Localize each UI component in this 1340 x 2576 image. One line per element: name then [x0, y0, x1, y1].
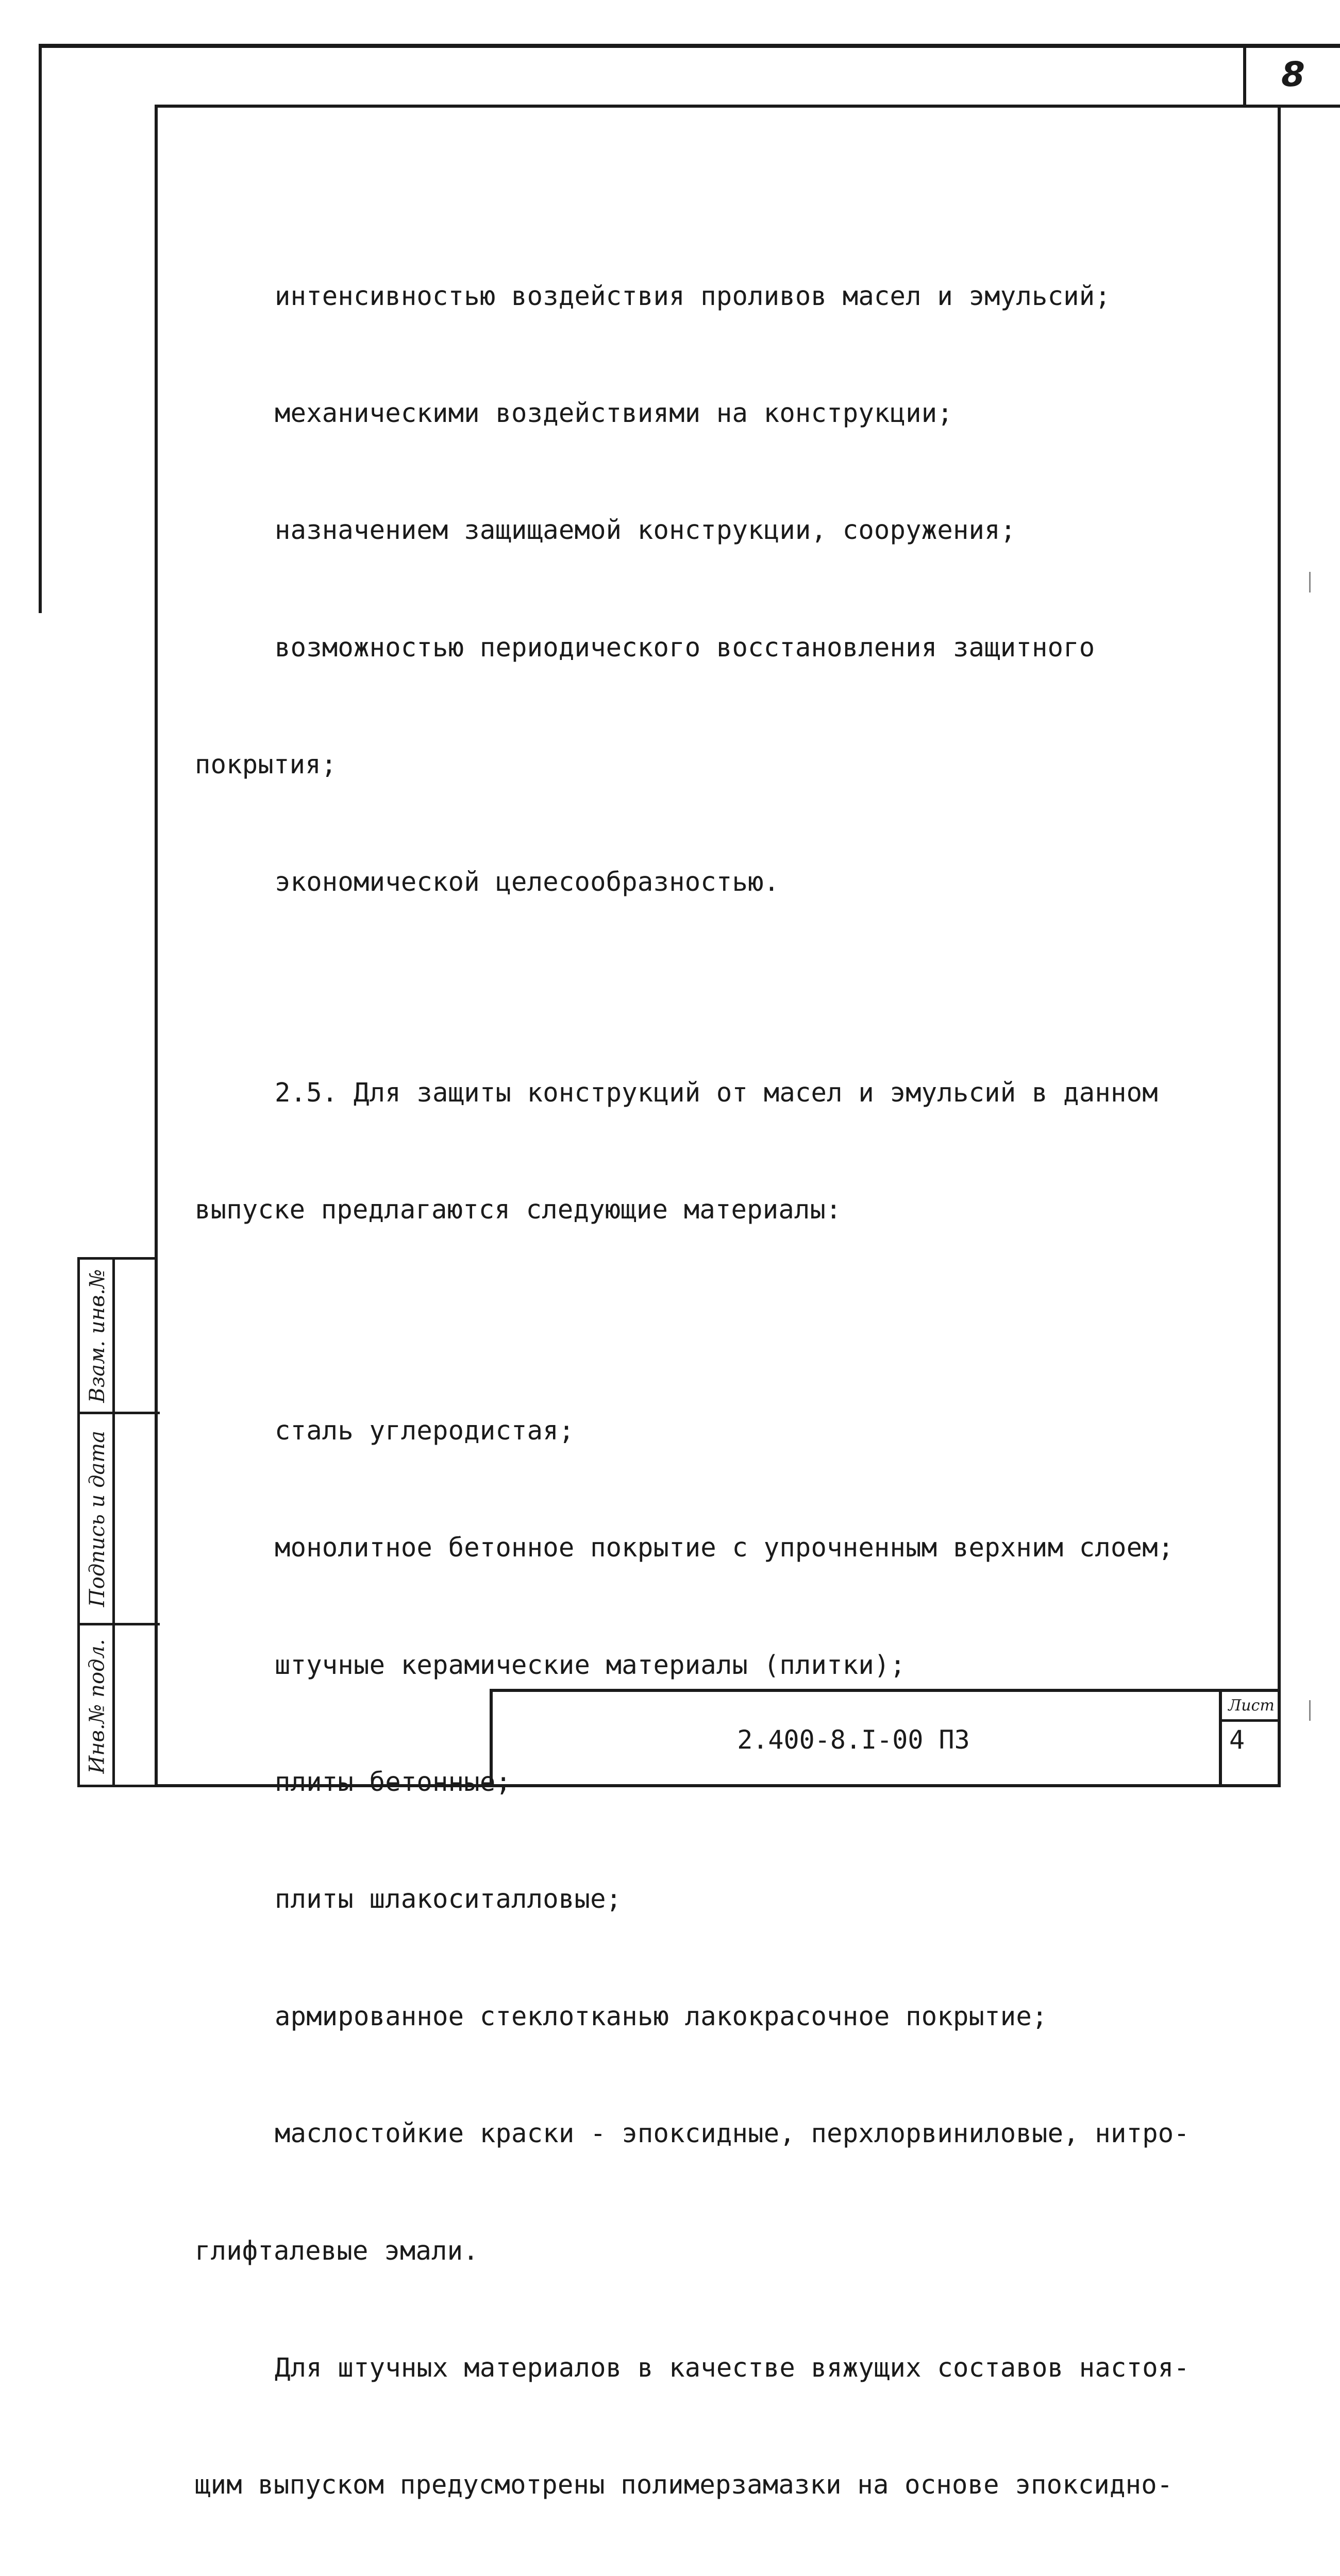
sheet-number: 8 — [1281, 54, 1305, 94]
text-line: плиты шлакоситалловые; — [275, 1884, 622, 1914]
text-line: назначением защищаемой конструкции, сооружения; — [275, 515, 1016, 546]
text-line: плиты бетонные; — [275, 1767, 512, 1798]
text-line: глифталевые эмали. — [195, 2235, 479, 2266]
outer-left-border — [39, 44, 42, 613]
sheet-number-box — [1243, 44, 1340, 108]
stamp-cell-inv-ref — [83, 1260, 112, 1412]
text-line: выпуске предлагаются следующие материалы: — [195, 1194, 842, 1225]
text-line: маслостойкие краски - эпоксидные, перхлорвиниловые, нитро- — [275, 2118, 1190, 2149]
text-line: монолитное бетонное покрытие с упрочненным верхним слоем; — [275, 1532, 1174, 1563]
scan-mark — [1309, 1700, 1311, 1721]
text-line: сталь углеродистая; — [275, 1415, 575, 1446]
approval-stamp — [77, 1257, 157, 1787]
text-line: 2.5. Для защиты конструкций от масел и эмульсий в данном — [275, 1077, 1158, 1108]
stamp-label: Взам. инв.№ — [86, 1268, 110, 1403]
top-border-line — [39, 44, 1340, 48]
stamp-label: Инв.№ подл. — [86, 1639, 110, 1774]
stamp-cell-inv-orig — [83, 1625, 112, 1787]
text-line: армированное стеклотканью лакокрасочное покрытие; — [275, 2001, 1048, 2031]
text-line: щим выпуском предусмотрены полимерзамазки на основе эпоксидно- — [195, 2469, 1173, 2500]
sheet-label: Лист — [1222, 1692, 1281, 1722]
text-line: механическими воздействиями на конструкции; — [275, 397, 953, 428]
text-line: покрытия; — [195, 749, 337, 780]
title-block — [490, 1689, 1281, 1787]
document-body — [195, 198, 1200, 2576]
stamp-label: Подпись и дата — [86, 1430, 109, 1607]
document-code: 2.400-8.I-00 ПЗ — [737, 1724, 970, 1755]
scan-mark — [1309, 572, 1311, 592]
text-line: экономической целесообразностью. — [275, 866, 780, 897]
sheet-page-number: 4 — [1229, 1725, 1245, 1755]
text-line: возможностью периодического восстановления защитного — [275, 632, 1095, 663]
text-line: интенсивностью воздействия проливов масел и эмульсий; — [275, 280, 1111, 311]
sheet-cell — [1219, 1692, 1281, 1787]
text-line: штучные керамические материалы (плитки); — [275, 1649, 906, 1680]
stamp-cell-sign-date — [83, 1414, 112, 1623]
text-line: Для штучных материалов в качестве вяжущих составов настоя- — [275, 2352, 1190, 2383]
